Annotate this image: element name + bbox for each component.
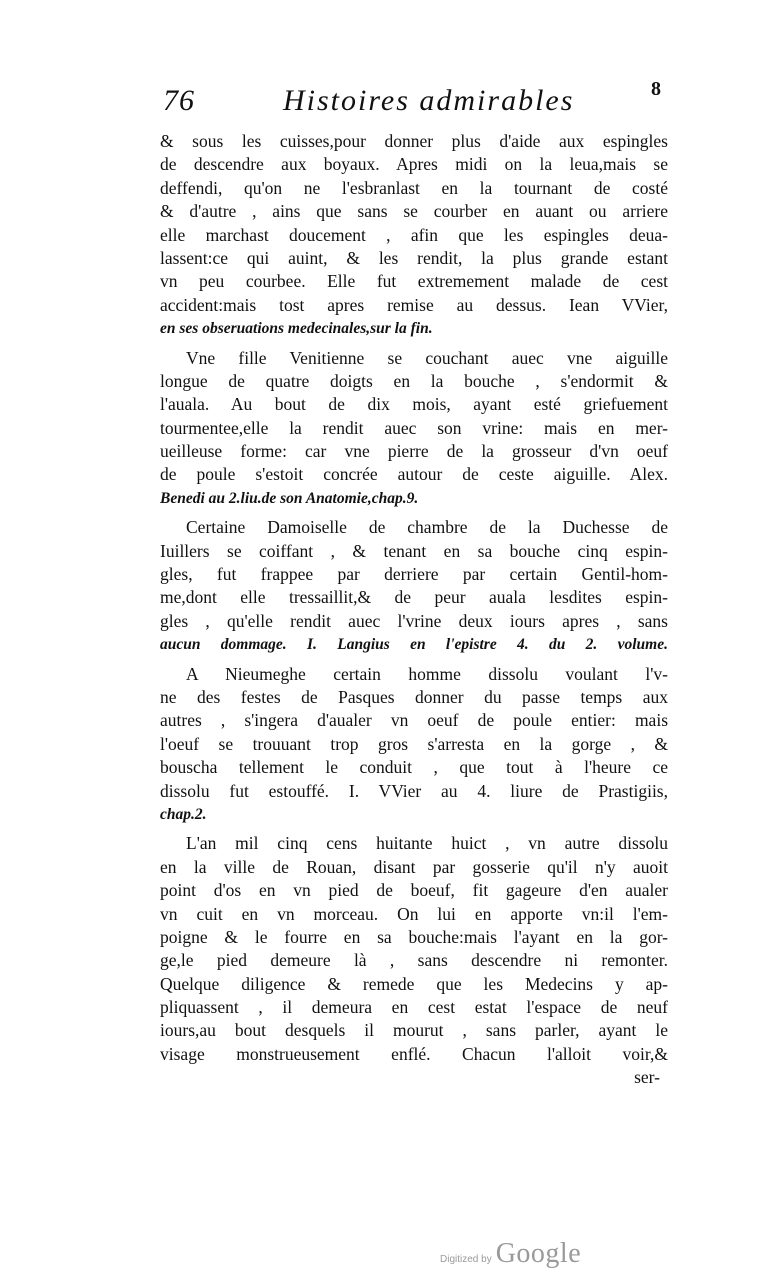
text-line: ge,le pied demeure là , sans descendre ni remonter. [160, 950, 668, 971]
text-line: de descendre aux boyaux. Apres midi on la leua,mais se [160, 154, 668, 175]
text-line: longue de quatre doigts en la bouche , s'endormit & [160, 370, 668, 391]
text-line: deffendi, qu'on ne l'esbranlast en la tournant de costé [160, 177, 668, 198]
digitization-watermark [440, 1238, 581, 1278]
citation: en ses obseruations medecinales,sur la fin. [160, 320, 433, 338]
digitized-by-label: Digitized by [440, 1254, 492, 1265]
text-line: bouscha tellement le conduit , que tout à l'heure ce [160, 757, 668, 778]
text-line: dissolu fut estouffé. I. VVier au 4. liure de Prastigiis, [160, 780, 668, 801]
text-line: Quelque diligence & remede que les Medecins y ap- [160, 973, 668, 994]
text-line: en la ville de Rouan, disant par gosserie qu'il n'y auoit [160, 856, 668, 877]
text-line: & d'autre , ains que sans se courber en auant ou arriere [160, 201, 668, 222]
text-line: L'an mil cinq cens huitante huict , vn autre dissolu [186, 833, 668, 854]
text-line: gles , qu'elle rendit auec l'vrine deux iours apres , sans [160, 610, 668, 631]
text-line: elle marchast doucement , afin que les espingles deua- [160, 224, 668, 245]
text-line: lassent:ce qui auint, & les rendit, la plus grande estant [160, 247, 668, 268]
page-header [163, 78, 663, 128]
text-line: A Nieumeghe certain homme dissolu voulant l'v- [186, 663, 668, 684]
text-line: visage monstrueusement enflé. Chacun l'alloit voir,& [160, 1043, 668, 1064]
text-line: pliquassent , il demeura en cest estat l'espace de neuf [160, 997, 668, 1018]
text-line: Certaine Damoiselle de chambre de la Duchesse de [186, 517, 668, 538]
paragraph [160, 663, 668, 827]
text-line: l'oeuf se trouuant trop gros s'arresta en la gorge , & [160, 733, 668, 754]
text-line: Vne fille Venitienne se couchant auec vne aiguille [186, 347, 668, 368]
google-logo: Google [495, 1238, 582, 1269]
citation: chap.2. [160, 805, 207, 823]
text-line: autres , s'ingera d'aualer vn oeuf de poule entier: mais [160, 710, 668, 731]
catchword: ser- [634, 1067, 660, 1088]
text-line: point d'os en vn pied de boeuf, fit gageure d'en aualer [160, 880, 668, 901]
text-line: l'auala. Au bout de dix mois, ayant esté griefuement [160, 394, 668, 415]
body-text [160, 130, 668, 1090]
running-title: Histoires admirables [283, 84, 575, 117]
text-line: iours,au bout desquels il mourut , sans parler, ayant le [160, 1020, 668, 1041]
paragraph [160, 130, 668, 341]
text-line: gles, fut frappee par derriere par certain Gentil-hom- [160, 564, 668, 585]
text-line: ueilleuse forme: car vne pierre de la grosseur d'vn oeuf [160, 441, 668, 462]
corner-mark: 8 [651, 78, 661, 100]
text-line: Iuillers se coiffant , & tenant en sa bouche cinq espin- [160, 540, 668, 561]
citation: aucun dommage. I. Langius en l'epistre 4. du 2. volume. [160, 636, 668, 654]
text-line: ne des festes de Pasques donner du passe temps aux [160, 686, 668, 707]
text-line: poigne & le fourre en sa bouche:mais l'ayant en la gor- [160, 926, 668, 947]
text-line: & sous les cuisses,pour donner plus d'aide aux espingles [160, 131, 668, 151]
text-line: vn cuit en vn morceau. On lui en apporte vn:il l'em- [160, 903, 668, 924]
text-line: vn peu courbee. Elle fut extremement malade de cest [160, 271, 668, 292]
text-line: me,dont elle tressaillit,& de peur auala lesdites espin- [160, 587, 668, 608]
text-line: de poule s'estoit concrée autour de ceste aiguille. Alex. [160, 464, 668, 485]
paragraph [160, 516, 668, 656]
page-number: 76 [163, 84, 195, 117]
paragraph [160, 832, 668, 1066]
citation: Benedi au 2.liu.de son Anatomie,chap.9. [160, 489, 419, 507]
text-line: accident:mais tost apres remise au dessus. Iean VVier, [160, 294, 668, 315]
paragraph [160, 347, 668, 511]
text-line: tourmentee,elle la rendit auec son vrine: mais en mer- [160, 417, 668, 438]
